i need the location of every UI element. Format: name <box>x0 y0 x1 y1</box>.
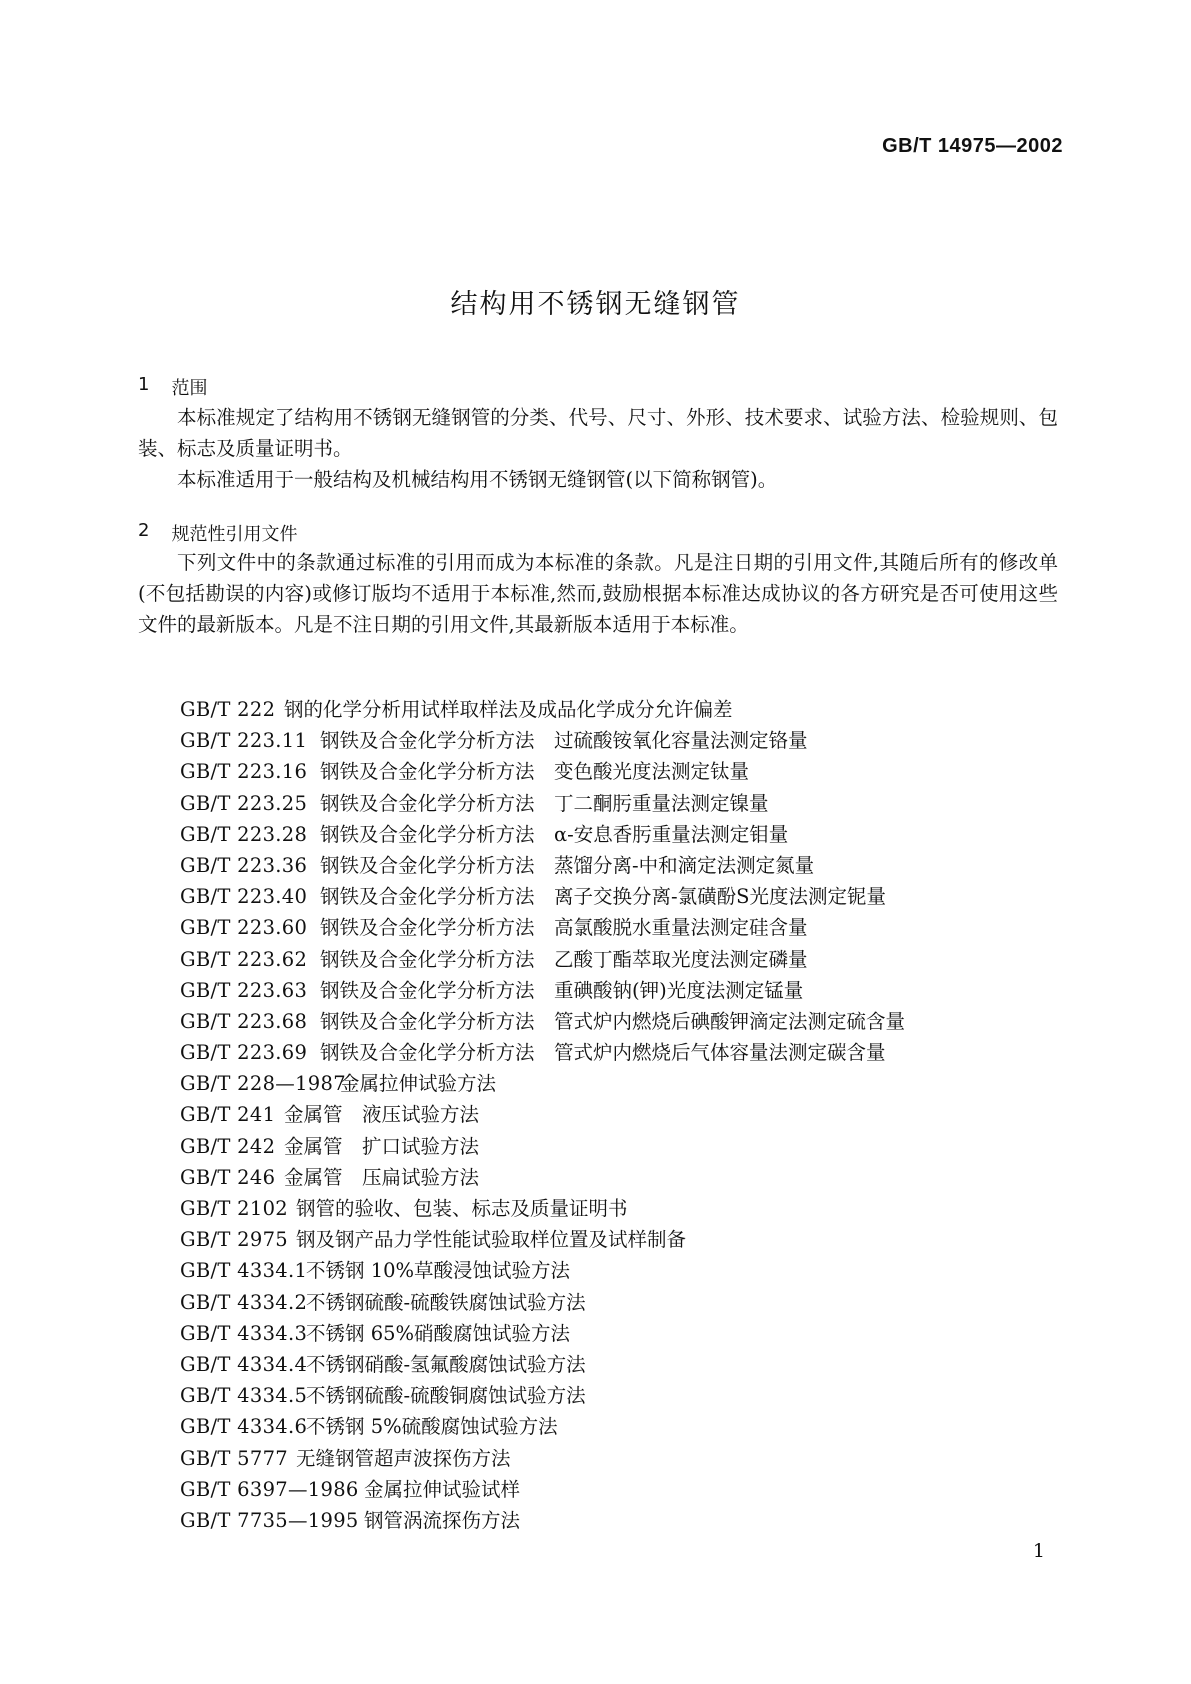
section-number: 1 <box>138 374 150 395</box>
reference-title: 不锈钢硫酸-硫酸铜腐蚀试验方法 <box>306 1384 586 1408</box>
reference-code: GB/T 223.63 <box>180 978 308 1002</box>
reference-item <box>180 819 1060 850</box>
reference-title: 钢铁及合金化学分析方法 管式炉内燃烧后气体容量法测定碳含量 <box>320 1041 886 1065</box>
reference-title: 钢铁及合金化学分析方法 变色酸光度法测定钛量 <box>320 760 750 784</box>
reference-item <box>180 1474 1060 1505</box>
reference-code: GB/T 2102 <box>180 1197 289 1220</box>
reference-title: 钢及钢产品力学性能试验取样位置及试样制备 <box>296 1228 687 1252</box>
reference-code: GB/T 4334.2 <box>180 1290 308 1314</box>
reference-code: GB/T 228—1987 <box>180 1072 346 1096</box>
reference-item <box>180 1505 1060 1536</box>
reference-title: 钢铁及合金化学分析方法 管式炉内燃烧后碘酸钾滴定法测定硫含量 <box>320 1009 906 1033</box>
reference-code: GB/T 223.28 <box>180 822 308 846</box>
reference-item <box>180 756 1060 787</box>
reference-code: GB/T 246 <box>180 1165 276 1189</box>
reference-list <box>180 694 1060 1536</box>
reference-code: GB/T 223.62 <box>180 947 308 971</box>
reference-code: GB/T 4334.1 <box>180 1259 308 1283</box>
reference-code: GB/T 223.60 <box>180 916 308 940</box>
reference-title: 钢的化学分析用试样取样法及成品化学成分允许偏差 <box>284 698 733 721</box>
reference-code: GB/T 223.16 <box>180 760 308 784</box>
document-title: 结构用不锈钢无缝钢管 <box>450 289 741 320</box>
scope-paragraph-2: 本标准适用于一般结构及机械结构用不锈钢无缝钢管(以下简称钢管)。 <box>177 468 778 491</box>
reference-title: 钢铁及合金化学分析方法 丁二酮肟重量法测定镍量 <box>320 791 769 815</box>
section-number: 2 <box>138 520 150 541</box>
reference-title: 钢管的验收、包装、标志及质量证明书 <box>296 1197 628 1220</box>
reference-title: 金属管 压扁试验方法 <box>284 1165 480 1189</box>
reference-code: GB/T 7735—1995 <box>180 1508 359 1532</box>
reference-code: GB/T 2975 <box>180 1228 289 1252</box>
reference-title: 钢管涡流探伤方法 <box>364 1508 521 1532</box>
reference-item <box>180 1131 1060 1162</box>
reference-item <box>180 788 1060 819</box>
reference-item <box>180 725 1060 756</box>
reference-item <box>180 1349 1060 1380</box>
reference-item <box>180 1443 1060 1474</box>
reference-code: GB/T 5777 <box>180 1446 289 1470</box>
reference-title: 钢铁及合金化学分析方法 蒸馏分离-中和滴定法测定氮量 <box>320 853 815 877</box>
reference-item <box>180 975 1060 1006</box>
reference-title: 钢铁及合金化学分析方法 过硫酸铵氧化容量法测定铬量 <box>320 729 808 753</box>
reference-code: GB/T 223.25 <box>180 791 308 815</box>
reference-item <box>180 1287 1060 1318</box>
reference-code: GB/T 241 <box>180 1103 276 1127</box>
reference-title: 钢铁及合金化学分析方法 高氯酸脱水重量法测定硅含量 <box>320 916 808 940</box>
reference-title: 不锈钢硫酸-硫酸铁腐蚀试验方法 <box>306 1290 586 1314</box>
reference-title: 钢铁及合金化学分析方法 乙酸丁酯萃取光度法测定磷量 <box>320 947 808 971</box>
reference-item <box>180 1255 1060 1286</box>
reference-title: 无缝钢管超声波探伤方法 <box>296 1446 511 1470</box>
scope-paragraph-1: 本标准规定了结构用不锈钢无缝钢管的分类、代号、尺寸、外形、技术要求、试验方法、检验规则、包装、标志及质量证明书。 <box>138 406 1058 460</box>
reference-title: 钢铁及合金化学分析方法 α-安息香肟重量法测定钼量 <box>320 822 789 846</box>
reference-code: GB/T 4334.5 <box>180 1384 308 1408</box>
reference-code: GB/T 6397—1986 <box>180 1477 359 1501</box>
reference-code: GB/T 223.40 <box>180 885 308 909</box>
reference-code: GB/T 4334.3 <box>180 1321 308 1345</box>
reference-item <box>180 881 1060 912</box>
reference-title: 不锈钢硝酸-氢氟酸腐蚀试验方法 <box>306 1352 586 1376</box>
reference-item <box>180 850 1060 881</box>
reference-title: 金属拉伸试验试样 <box>364 1477 521 1501</box>
reference-item <box>180 1037 1060 1068</box>
reference-item <box>180 912 1060 943</box>
reference-item <box>180 1318 1060 1349</box>
reference-item <box>180 944 1060 975</box>
reference-title: 不锈钢 65%硝酸腐蚀试验方法 <box>306 1321 571 1345</box>
reference-code: GB/T 4334.6 <box>180 1415 308 1439</box>
reference-title: 不锈钢 5%硫酸腐蚀试验方法 <box>306 1415 558 1439</box>
reference-item <box>180 1162 1060 1193</box>
section-title: 规范性引用文件 <box>171 524 298 545</box>
reference-title: 钢铁及合金化学分析方法 重碘酸钠(钾)光度法测定锰量 <box>320 978 804 1002</box>
reference-title: 金属管 扩口试验方法 <box>284 1134 480 1158</box>
page-number: 1 <box>1032 1540 1045 1562</box>
reference-item <box>180 694 1060 725</box>
reference-title: 金属拉伸试验方法 <box>340 1072 497 1096</box>
reference-title: 金属管 液压试验方法 <box>284 1103 480 1127</box>
reference-item <box>180 1193 1060 1224</box>
reference-item <box>180 1224 1060 1255</box>
reference-item <box>180 1068 1060 1099</box>
reference-item <box>180 1006 1060 1037</box>
reference-code: GB/T 223.69 <box>180 1041 308 1065</box>
reference-code: GB/T 242 <box>180 1134 276 1158</box>
reference-code: GB/T 223.36 <box>180 853 308 877</box>
reference-title: 不锈钢 10%草酸浸蚀试验方法 <box>306 1259 571 1283</box>
standard-number: GB/T 14975—2002 <box>882 135 1063 157</box>
section-heading-normative-references <box>138 520 297 546</box>
reference-code: GB/T 222 <box>180 698 276 721</box>
reference-title: 钢铁及合金化学分析方法 离子交换分离-氯磺酚S光度法测定铌量 <box>320 885 886 909</box>
reference-item <box>180 1380 1060 1411</box>
references-intro-paragraph: 下列文件中的条款通过标准的引用而成为本标准的条款。凡是注日期的引用文件,其随后所有的修改单(不包括勘误的内容)或修订版均不适用于本标准,然而,鼓励根据本标准达成协议的各方研究是否可使用这些文件的最新版本。凡是不注日期的引用文件,其最新版本适用于本标准。 <box>138 551 1058 636</box>
reference-item <box>180 1411 1060 1442</box>
reference-code: GB/T 223.68 <box>180 1009 308 1033</box>
reference-code: GB/T 223.11 <box>180 729 308 753</box>
section-heading-scope <box>138 374 207 400</box>
reference-code: GB/T 4334.4 <box>180 1352 308 1376</box>
reference-item <box>180 1099 1060 1130</box>
section-title: 范围 <box>171 378 208 399</box>
